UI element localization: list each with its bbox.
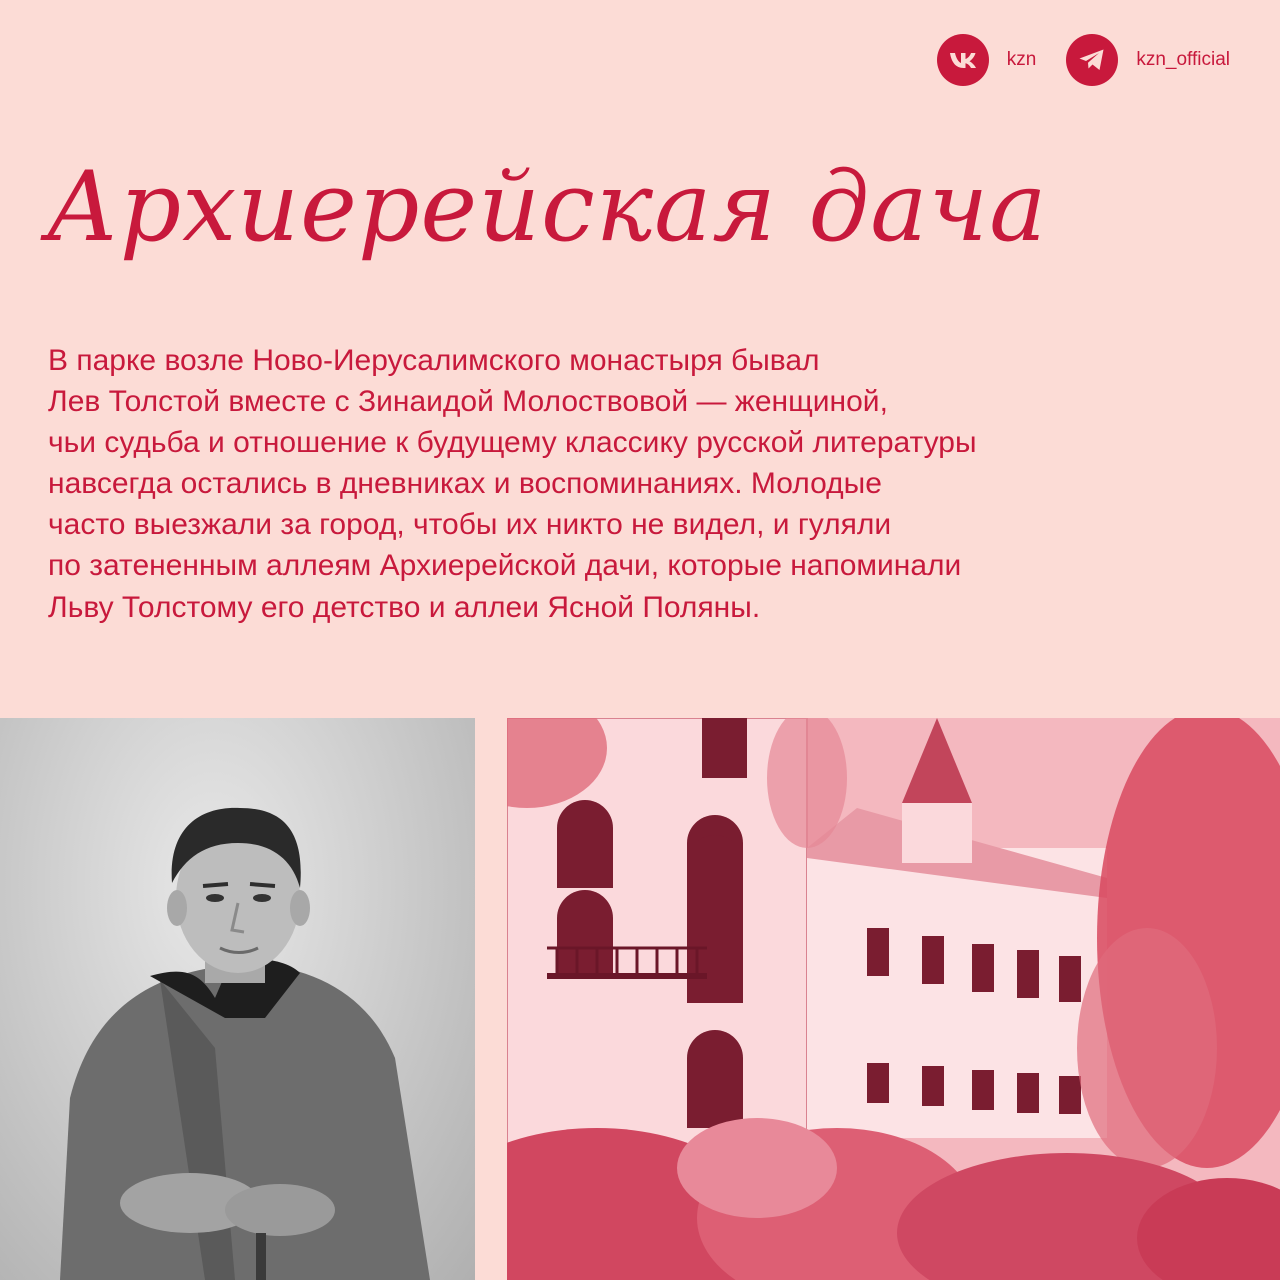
- article-line: по затененным аллеям Архиерейской дачи, которые напоминали: [48, 549, 962, 583]
- article-line: Лев Толстой вместе с Зинаидой Молоствовой — женщиной,: [48, 385, 888, 419]
- article-text: [48, 340, 1238, 628]
- telegram-icon: [1066, 34, 1118, 86]
- portrait-photo: [0, 718, 475, 1280]
- telegram-link[interactable]: [1066, 34, 1230, 86]
- article-line: В парке возле Ново-Иерусалимского монастыря бывал: [48, 344, 820, 377]
- social-links: [937, 34, 1230, 86]
- manor-photo: [507, 718, 1280, 1280]
- article-line: навсегда остались в дневниках и воспоминаниях. Молодые: [48, 467, 882, 501]
- vk-icon: [937, 34, 989, 86]
- article-line: чьи судьба и отношение к будущему классику русской литературы: [48, 426, 977, 460]
- telegram-label: kzn_official: [1136, 49, 1230, 70]
- article-line: Льву Толстому его детство и аллеи Ясной Поляны.: [48, 590, 761, 624]
- vk-label: kzn: [1006, 49, 1037, 70]
- vk-link[interactable]: [937, 34, 1037, 86]
- article-line: часто выезжали за город, чтобы их никто не видел, и гуляли: [48, 508, 892, 542]
- page-title: Архиерейская дача: [46, 151, 1048, 263]
